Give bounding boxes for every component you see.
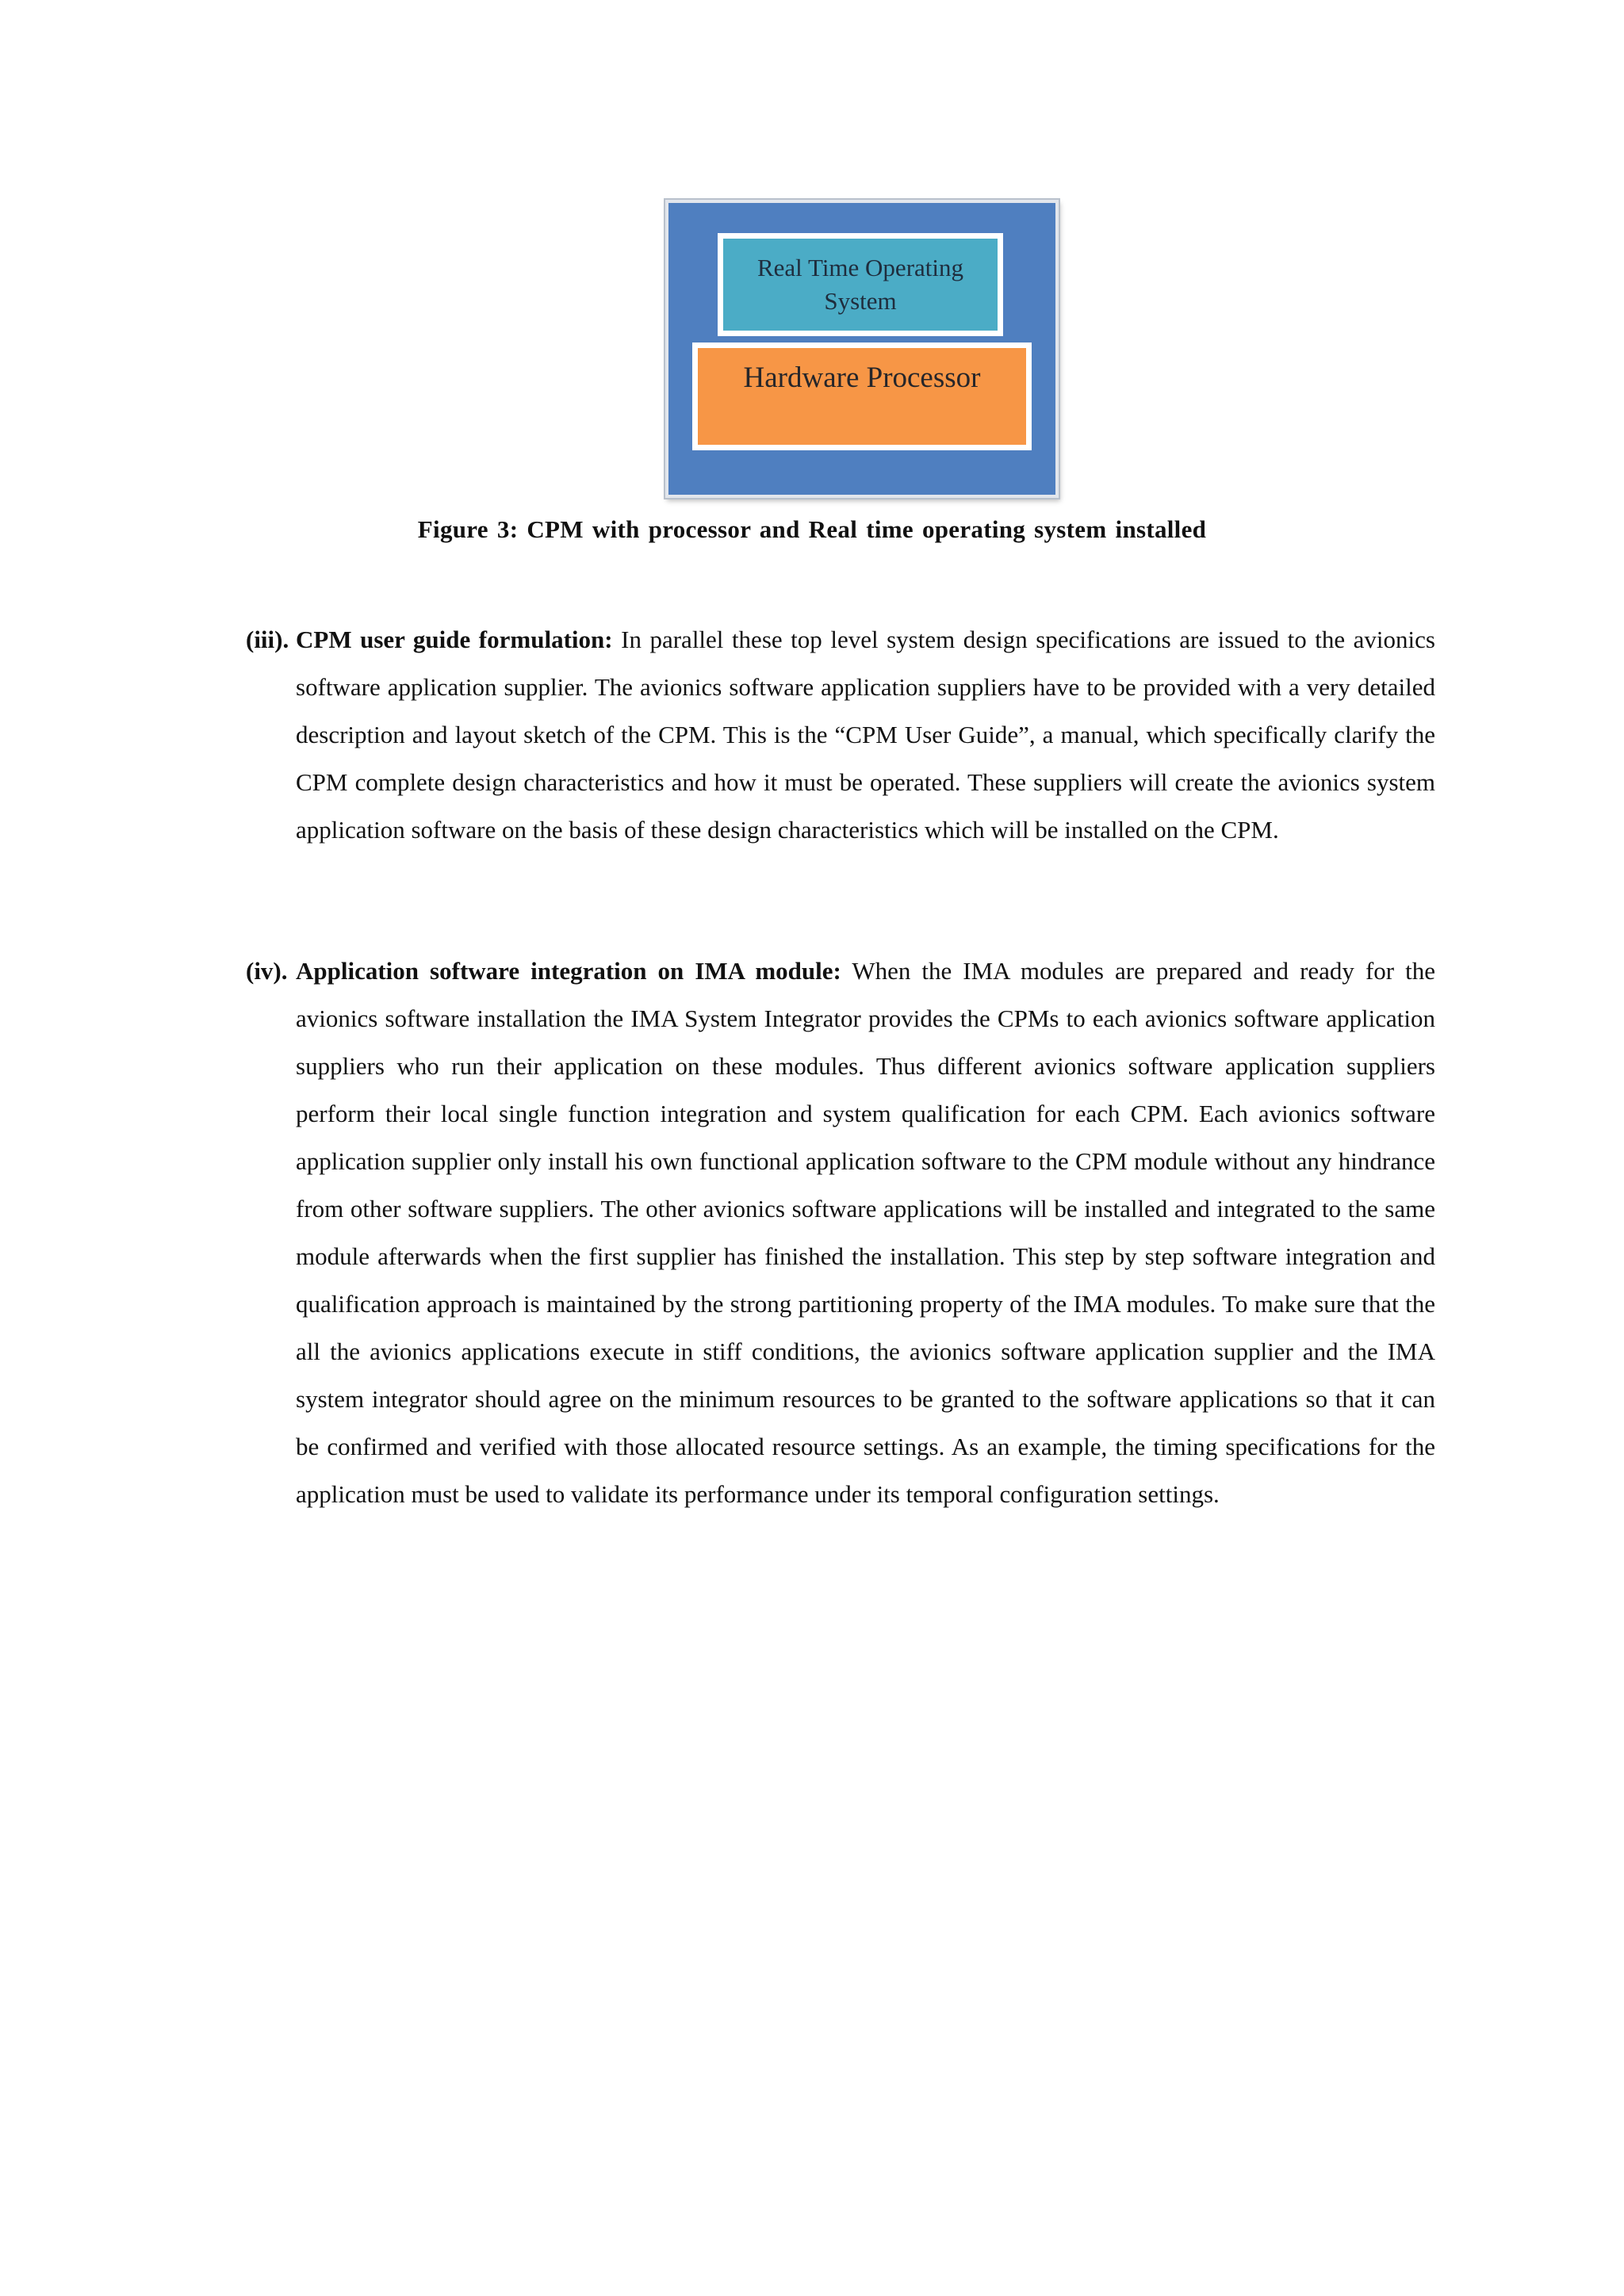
list-item-body	[296, 616, 1435, 854]
hardware-processor-label: Hardware Processor	[743, 362, 981, 394]
list-item-heading: CPM user guide formulation:	[296, 626, 613, 653]
list-item-body	[296, 947, 1435, 1518]
list-item-text: In parallel these top level system design specifications are issued to the avionics software application supplier. The avionics software application suppliers have to be provided with a very detailed description and layout sketch of the CPM. This is the “CPM User Guide”, a manual, which specifically clarify the CPM complete design characteristics and how it must be operated. These suppliers will create the avionics system application software on the basis of these design characteristics which will be installed on the CPM.	[296, 626, 1435, 844]
rtos-label: Real Time Operating System	[756, 254, 964, 315]
figure-caption: Figure 3: CPM with processor and Real time operating system installed	[417, 515, 1207, 543]
list-item-text: When the IMA modules are prepared and ready for the avionics software installation the IMA System Integrator provides the CPMs to each avionics software application suppliers who run their application on these modules. Thus different avionics software application suppliers perform their local single function integration and system qualification for each CPM. Each avionics software application supplier only install his own functional application software to the CPM module without any hindrance from other software suppliers. The other avionics software applications will be installed and integrated to the same module afterwards when the first supplier has finished the installation. This step by step software integration and qualification approach is maintained by the strong partitioning property of the IMA modules. To make sure that the all the avionics applications execute in stiff conditions, the avionics software application supplier and the IMA system integrator should agree on the minimum resources to be granted to the software applications so that it can be confirmed and verified with those allocated resource settings. As an example, the timing specifications for the application must be used to validate its performance under its temporal configuration settings.	[296, 957, 1435, 1508]
list-item-iv	[246, 947, 1435, 1518]
list-marker: (iv).	[246, 957, 288, 985]
cpm-figure	[665, 200, 1059, 498]
list-marker: (iii).	[246, 626, 289, 653]
list-item-iii	[246, 616, 1435, 854]
hardware-processor-block	[692, 342, 1032, 450]
list-item-heading: Application software integration on IMA module:	[296, 957, 841, 985]
rtos-block	[718, 233, 1003, 336]
